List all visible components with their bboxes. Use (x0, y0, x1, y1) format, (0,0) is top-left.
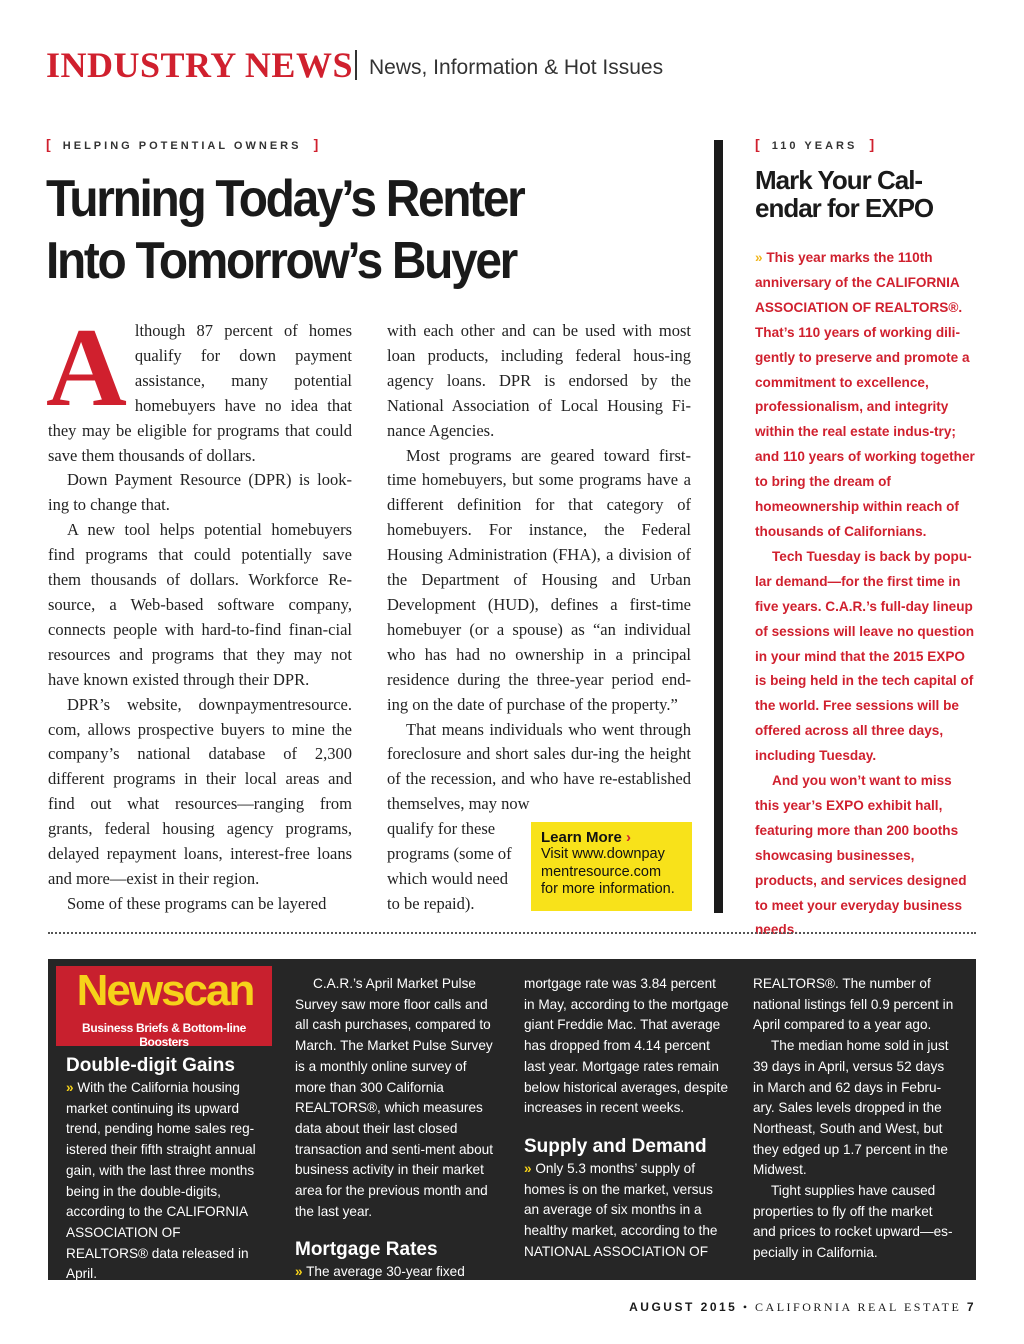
newscan-column-4 (753, 974, 958, 1264)
sidebar-paragraph (755, 246, 975, 545)
article-column-2-narrow (387, 817, 519, 917)
newscan-paragraph: REALTORS®. The number of national listings fell 0.9 percent in April compared to a year ago. (753, 976, 954, 1033)
newscan-tagline: Business Briefs & Bottom-line Boosters (82, 1021, 246, 1049)
paragraph (46, 306, 352, 468)
dotted-divider (48, 932, 976, 934)
section-title: INDUSTRY NEWS (46, 45, 353, 85)
learn-more-line: Visit www.downpay (541, 846, 665, 862)
double-chevron-icon: » (295, 1264, 303, 1280)
newscan-heading: Double-digit Gains (66, 1055, 235, 1076)
sidebar-kicker-text: 110 YEARS (771, 140, 858, 152)
sidebar-kicker: [ 110 YEARS ] (755, 136, 875, 152)
newscan-paragraph (295, 1262, 500, 1283)
newscan-paragraph-text: With the California housing market continuing its upward trend, pending home sales reg-istered their fifth straight annual gain, with the last three months being in the double-digits, according to the CALIFORNIA ASSOCIATION OF REALTORS® data released in April. (66, 1080, 256, 1282)
headline-line-2: Into Tomorrow’s Buyer (46, 232, 517, 290)
paragraph: Some of these programs can be layered (67, 893, 327, 913)
sidebar-rule (714, 140, 723, 913)
newscan-column-3 (524, 974, 729, 1262)
newscan-column-1 (66, 1054, 266, 1285)
article-headline (46, 168, 616, 292)
footer-bullet: • (742, 1300, 750, 1314)
newscan-paragraph (66, 1078, 266, 1285)
sidebar-paragraph: And you won’t want to miss this year’s EXPO exhibit hall, featuring more than 200 booths showcasing businesses, products, and services designed to meet your everyday business needs. (755, 773, 967, 938)
sidebar-paragraph: Tech Tuesday is back by popu-lar demand—for the first time in five years. C.A.R.’s full-day lineup of sessions will leave no question in your mind that the 2015 EXPO is being held in the tech capital of the world. Free sessions will be offered across all three days, including Tuesday. (755, 548, 975, 764)
double-chevron-icon: » (524, 1160, 532, 1176)
page-footer (629, 1300, 976, 1315)
learn-more-label[interactable]: Learn More (541, 829, 622, 846)
drop-cap: A (46, 306, 127, 430)
sidebar-paragraph-text: This year marks the 110th anniversary of the CALIFORNIA ASSOCIATION OF REALTORS®. That’s 110 years of working dili-gently to preserve and promote a commitment to excellence, professionalism, and integrity within the real estate indus-try; and 110 years of working together to bring the dream of homeownership within reach of thousands of Californians. (755, 250, 975, 539)
newscan-paragraph: The median home sold in just 39 days in April, versus 52 days in March and 62 days in Febru-ary. Sales levels dropped in the Northeast, South and West, but they edged up 1.7 percent in the Midwest. (753, 1038, 949, 1178)
paragraph: A new tool helps potential homebuyers find programs that could potentially save them thousands of dollars. Workforce Re-source, a Web-based software company, connects people with hard-to-find finan-cial resources and programs that they may not have known existed through their DPR. (48, 520, 352, 689)
section-subtitle: News, Information & Hot Issues (369, 56, 664, 79)
page-number: 7 (966, 1300, 976, 1314)
paragraph: Down Payment Resource (DPR) is look-ing to change that. (48, 470, 352, 515)
paragraph: DPR’s website, downpaymentresource. com, allows prospective buyers to mine the company’s national database of 2,300 different programs in their local areas and find out what resources—ranging from grants, federal housing agency programs, delayed repayment loans, interest-free loans and more—exist in their region. (48, 694, 352, 888)
learn-more-url[interactable]: mentresource.com (541, 863, 662, 880)
newscan-heading: Supply and Demand (524, 1135, 707, 1157)
newscan-paragraph: Tight supplies have caused properties to fly off the market and prices to rocket upward—es-pecially in California. (753, 1183, 953, 1261)
headline-line-1: Turning Today’s Renter (46, 170, 524, 228)
newscan-paragraph-text: Only 5.3 months’ supply of homes is on the market, versus an average of six months in a healthy market, according to the NATIONAL ASSOCIATION OF (524, 1160, 718, 1259)
article-kicker: [ HELPING POTENTIAL OWNERS ] (46, 136, 319, 152)
article-column-2 (387, 319, 691, 817)
arrow-right-icon: › (626, 829, 632, 846)
article-column-1 (46, 306, 352, 917)
double-chevron-icon: » (755, 250, 763, 265)
double-chevron-icon: » (66, 1080, 74, 1095)
newscan-heading: Mortgage Rates (295, 1239, 438, 1261)
paragraph: qualify for these programs (some of which would need to be repaid). (387, 819, 512, 913)
learn-more-line: for more information. (541, 881, 675, 897)
paragraph-text: lthough 87 percent of homes qualify for down payment assistance, many potential homebuyers have no idea that they may be eligible for programs that could save them thousands of dollars. (48, 321, 352, 465)
learn-more-heading[interactable] (541, 829, 682, 846)
newscan-paragraph-text: The average 30-year fixed (306, 1264, 465, 1280)
newscan-title: Newscan (76, 966, 254, 1015)
paragraph: That means individuals who went through foreclosure and short sales dur-ing the height of the recession, and who have re-established themselves, may now (387, 719, 691, 814)
newscan-paragraph (524, 1159, 729, 1263)
header-divider (355, 50, 357, 80)
learn-more-box (531, 822, 692, 911)
paragraph: Most programs are geared toward first-time homebuyers, but some programs have a different definition for that category of homebuyers. For instance, the Federal Housing Administration (FHA), a division of the Department of Housing and Urban Development (HUD), defines a first-time homebuyer (or a spouse) as “an individual who has had no ownership in a principal residence during the three-year period end-ing on the date of purchase of the property.” (387, 445, 691, 714)
newscan-paragraph: mortgage rate was 3.84 percent in May, according to the mortgage giant Freddie Mac. That average has dropped from 4.14 percent last year. Mortgage rates remain below historical averages, despite increases in recent weeks. (524, 976, 729, 1116)
article-kicker-text: HELPING POTENTIAL OWNERS (62, 140, 302, 152)
sidebar-heading: Mark Your Cal-endar for EXPO (755, 165, 934, 223)
newscan-column-2 (295, 974, 500, 1283)
paragraph: with each other and can be used with most loan products, including federal hous-ing agency loans. DPR is endorsed by the National Association of Local Housing Fi-nance Agencies. (387, 321, 691, 440)
publication-name: CALIFORNIA REAL ESTATE (755, 1300, 962, 1314)
issue-date: AUGUST 2015 (629, 1300, 738, 1314)
newscan-paragraph: C.A.R.’s April Market Pulse Survey saw more floor calls and all cash purchases, compared to March. The Market Pulse Survey is a monthly online survey of more than 300 California REALTORS®, which measures data about their last closed transaction and senti-ment about business activity in their market area for the previous month and the last year. (295, 976, 493, 1219)
sidebar-body (755, 246, 975, 943)
